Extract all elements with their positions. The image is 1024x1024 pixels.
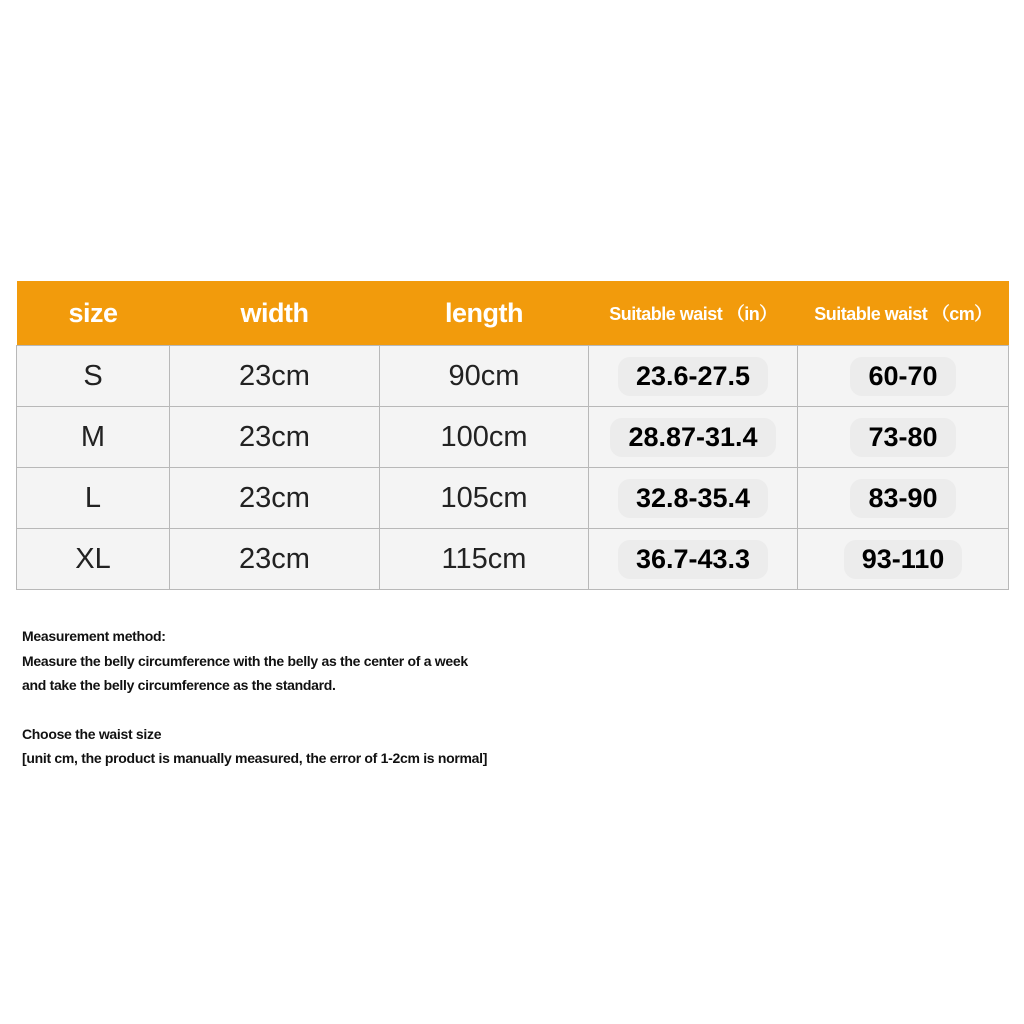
notes-spacer <box>22 698 582 722</box>
measurement-method-line-1: Measure the belly circumference with the belly as the center of a week <box>22 652 468 669</box>
cell-waist-cm <box>798 529 1009 590</box>
cell-waist-cm <box>798 346 1009 407</box>
cell-size: L <box>17 468 170 529</box>
cell-waist-in <box>589 468 798 529</box>
table-row <box>17 346 1009 407</box>
cell-width: 23cm <box>170 346 380 407</box>
cell-waist-in-value: 23.6-27.5 <box>618 357 768 396</box>
cell-length: 105cm <box>380 468 589 529</box>
cell-width: 23cm <box>170 529 380 590</box>
cell-waist-cm-value: 73-80 <box>850 418 955 457</box>
table-row <box>17 468 1009 529</box>
table-row <box>17 529 1009 590</box>
header-length: length <box>380 281 589 346</box>
table-header-row <box>17 281 1009 346</box>
cell-size: S <box>17 346 170 407</box>
cell-width: 23cm <box>170 407 380 468</box>
cell-waist-cm-value: 60-70 <box>850 357 955 396</box>
header-waist-cm: Suitable waist （cm） <box>798 281 1009 346</box>
cell-length: 90cm <box>380 346 589 407</box>
cell-waist-cm-value: 83-90 <box>850 479 955 518</box>
cell-waist-cm <box>798 468 1009 529</box>
cell-waist-in-value: 32.8-35.4 <box>618 479 768 518</box>
cell-size: M <box>17 407 170 468</box>
header-size: size <box>17 281 170 346</box>
measurement-method-title: Measurement method: <box>22 628 166 644</box>
cell-waist-in-value: 36.7-43.3 <box>618 540 768 579</box>
measurement-method-line-2: and take the belly circumference as the standard. <box>22 677 336 693</box>
header-width: width <box>170 281 380 346</box>
cell-length: 115cm <box>380 529 589 590</box>
cell-size: XL <box>17 529 170 590</box>
table-row <box>17 407 1009 468</box>
cell-waist-in <box>589 529 798 590</box>
header-waist-in: Suitable waist （in） <box>589 281 798 346</box>
cell-waist-in <box>589 346 798 407</box>
cell-waist-in <box>589 407 798 468</box>
cell-length: 100cm <box>380 407 589 468</box>
cell-waist-in-value: 28.87-31.4 <box>610 418 775 457</box>
size-chart-table <box>16 281 1009 590</box>
cell-width: 23cm <box>170 468 380 529</box>
choose-size-title: Choose the waist size <box>22 725 162 742</box>
cell-waist-cm <box>798 407 1009 468</box>
cell-waist-cm-value: 93-110 <box>844 540 963 579</box>
measurement-notes <box>22 624 582 771</box>
choose-size-note: [unit cm, the product is manually measured, the error of 1-2cm is normal] <box>22 750 488 766</box>
